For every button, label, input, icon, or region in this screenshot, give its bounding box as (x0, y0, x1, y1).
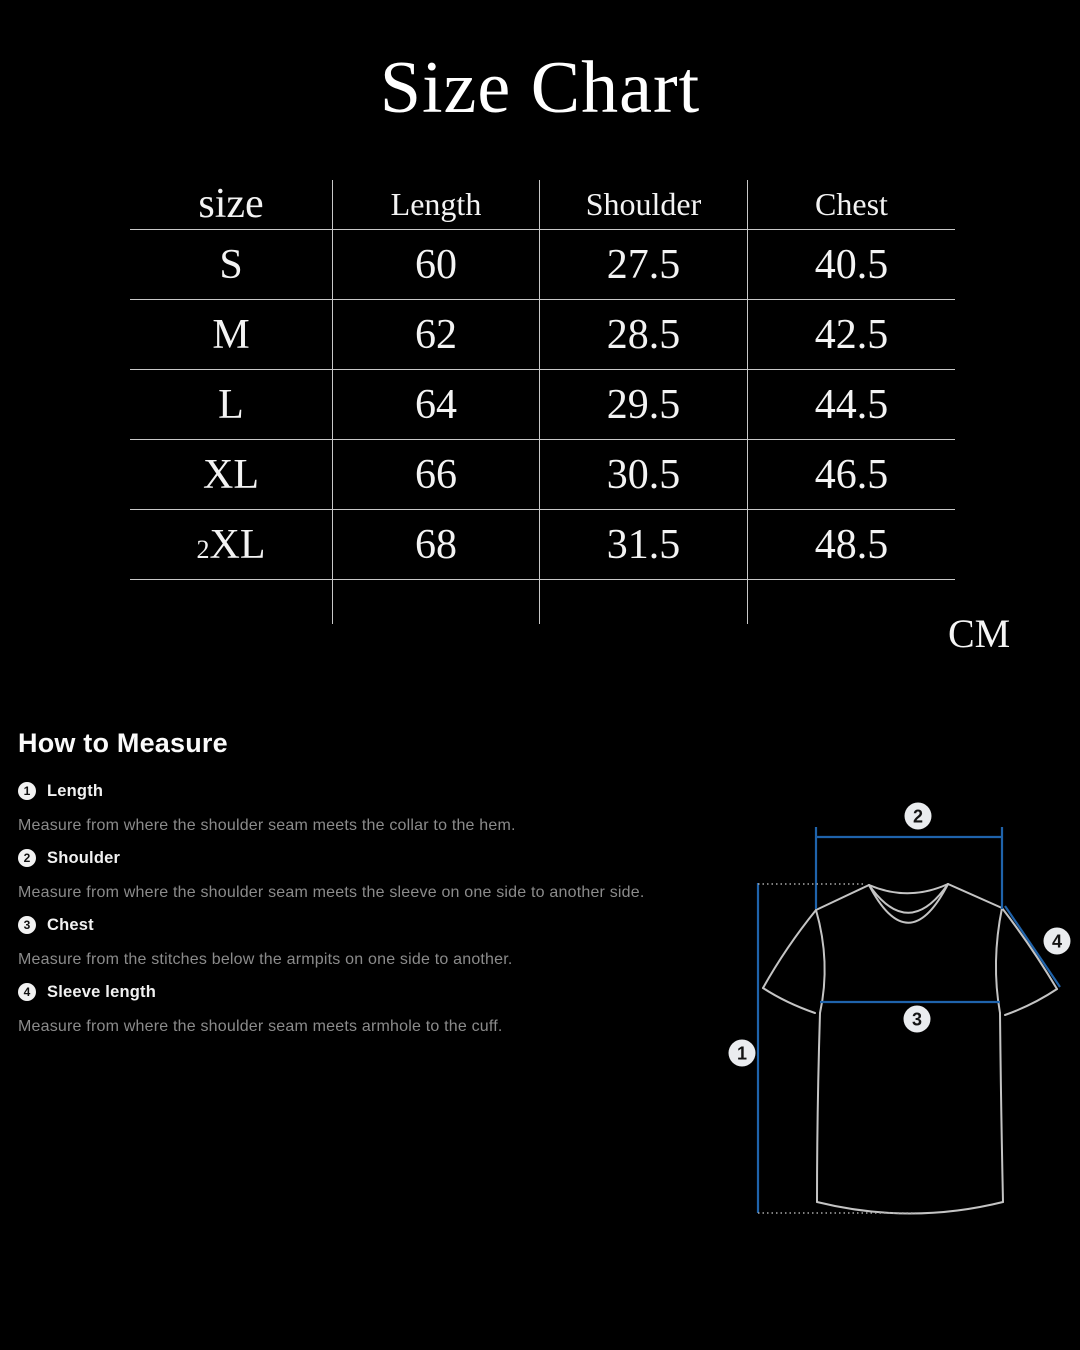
size-diagram (700, 780, 1080, 1255)
table-cell-size: M (130, 300, 333, 370)
collar-back-curve (869, 884, 948, 893)
armhole-right (996, 908, 1002, 1013)
armhole-left (816, 910, 825, 1013)
table-cell-value: 60 (333, 230, 540, 300)
dotted-extension-lines (758, 884, 916, 1213)
table-cell-value: 46.5 (748, 440, 955, 510)
table-cell-value: 31.5 (540, 510, 748, 580)
badge-number: 1 (736, 1043, 748, 1064)
table-tail-cell (540, 580, 748, 624)
page-title: Size Chart (379, 47, 701, 129)
measure-item-shoulder (18, 849, 120, 867)
unit-label: CM (948, 611, 1011, 656)
table-cell-value: 42.5 (748, 300, 955, 370)
badge-number: 2 (912, 806, 924, 827)
torso-left-edge (817, 1013, 820, 1202)
measure-item-description: Measure from where the shoulder seam meets the collar to the hem. (18, 817, 516, 834)
table-cell-value: 44.5 (748, 370, 955, 440)
table-cell-size: XL (130, 440, 333, 510)
table-tail-cell (333, 580, 540, 624)
sleeve-left-cuff (763, 988, 815, 1013)
number-badge-3: 3 (18, 916, 36, 934)
diagram-badge-3 (904, 1006, 931, 1033)
table-cell-value: 62 (333, 300, 540, 370)
table-cell-size: S (130, 230, 333, 300)
diagram-badge-4 (1044, 928, 1071, 955)
torso-right-edge (1000, 1013, 1003, 1202)
table-cell-value: 48.5 (748, 510, 955, 580)
measure-item-label: Length (47, 781, 104, 800)
column-header-chest: Chest (748, 180, 955, 230)
badge-number: 3 (911, 1009, 923, 1030)
table-cell-value: 30.5 (540, 440, 748, 510)
table-tail-cell (748, 580, 955, 624)
number-badge-1: 1 (18, 782, 36, 800)
table-cell-value: 66 (333, 440, 540, 510)
measure-item-label: Sleeve length (47, 982, 156, 1001)
measure-item-sleeve-length (18, 983, 156, 1001)
table-cell-value: 68 (333, 510, 540, 580)
diagram-badge-1 (729, 1040, 756, 1067)
diagram-badge-2 (905, 803, 932, 830)
hem-curve (817, 1202, 1003, 1214)
size-table (130, 180, 955, 624)
measure-item-length (18, 782, 103, 800)
sleeve-left-outer (763, 910, 816, 988)
shoulder-seam-left (816, 885, 869, 910)
tshirt-outline (763, 884, 1057, 1214)
column-header-size: size (130, 180, 333, 230)
table-cell-value: 27.5 (540, 230, 748, 300)
how-to-measure-section (18, 728, 718, 1058)
number-badge-4: 4 (18, 983, 36, 1001)
how-to-measure-heading: How to Measure (18, 728, 228, 758)
table-cell-value: 28.5 (540, 300, 748, 370)
table-tail-cell (130, 580, 333, 624)
number-badge-2: 2 (18, 849, 36, 867)
measure-item-label: Chest (47, 915, 94, 934)
column-header-shoulder: Shoulder (540, 180, 748, 230)
table-cell-value: 40.5 (748, 230, 955, 300)
measure-item-description: Measure from where the shoulder seam meets armhole to the cuff. (18, 1018, 503, 1035)
table-cell-value: 64 (333, 370, 540, 440)
table-cell-size: L (130, 370, 333, 440)
table-cell-value: 29.5 (540, 370, 748, 440)
sleeve-right-cuff (1005, 989, 1057, 1015)
measure-item-description: Measure from the stitches below the armpits on one side to another. (18, 951, 513, 968)
badge-number: 4 (1051, 931, 1063, 952)
measure-item-description: Measure from where the shoulder seam meets the sleeve on one side to another side. (18, 884, 645, 901)
column-header-length: Length (333, 180, 540, 230)
measure-item-chest (18, 916, 94, 934)
shoulder-seam-right (948, 884, 1002, 908)
measure-item-label: Shoulder (47, 848, 121, 867)
table-cell-size: 2XL (130, 510, 333, 580)
